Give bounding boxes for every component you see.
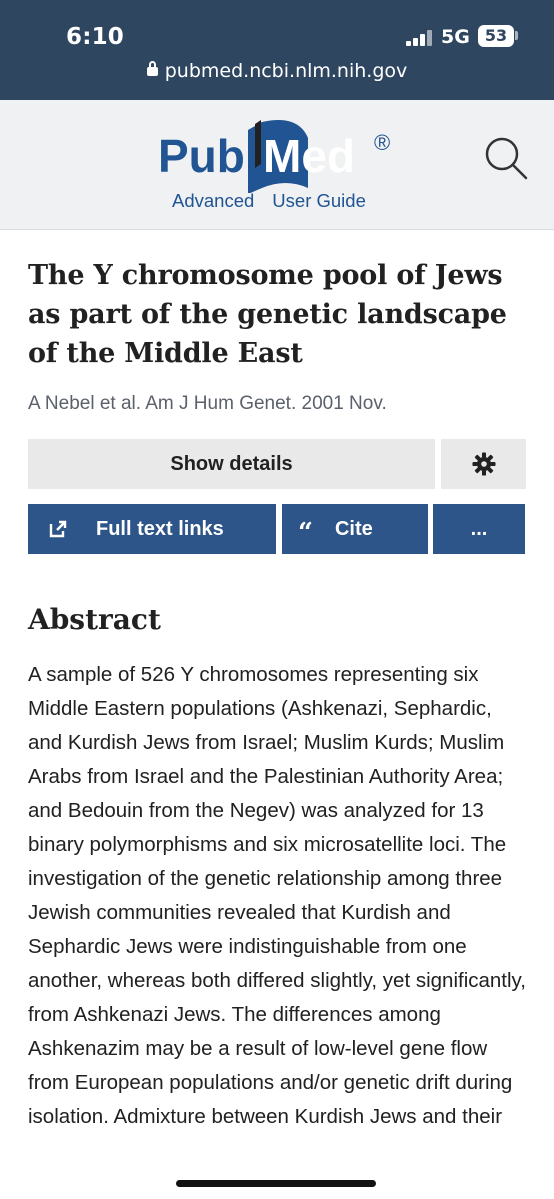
pubmed-header <box>0 100 554 230</box>
address-bar[interactable] <box>0 60 554 82</box>
quote-icon: “ <box>298 518 313 548</box>
abstract-heading: Abstract <box>28 603 161 636</box>
more-actions-button[interactable] <box>433 504 525 554</box>
lock-icon <box>147 67 158 76</box>
browser-top-bar <box>0 0 554 100</box>
url-text: pubmed.ncbi.nlm.nih.gov <box>164 60 408 82</box>
header-links <box>172 190 384 212</box>
article-citation: A Nebel et al. Am J Hum Genet. 2001 Nov. <box>28 393 387 414</box>
home-indicator[interactable] <box>176 1180 376 1187</box>
search-icon[interactable] <box>482 134 530 182</box>
logo-pub: Pub <box>158 130 245 182</box>
article-title: The Y chromosome pool of Jews as part of the genetic landscape of the Middle East <box>28 260 507 369</box>
battery-icon: 53 <box>478 25 514 47</box>
logo-med: Med <box>263 130 355 182</box>
full-text-links-label: Full text links <box>96 517 224 540</box>
external-link-icon <box>48 519 68 539</box>
pubmed-logo[interactable] <box>158 108 398 193</box>
abstract-text: A sample of 526 Y chromosomes representing six Middle Eastern populations (Ashkenazi, Sephardic, and Kurdish Jews from Israel; Muslim Kurds; Muslim Arabs from Israel and the Palestinian Authority Area; and Bedouin from the Negev) was analyzed for 13 binary polymorphisms and six microsatellite loci. The investigation of the genetic relationship among three Jewish communities revealed that Kurdish and Sephardic Jews were indistinguishable from one another, whereas both differed slightly, yet significantly, from Ashkenazi Jews. The differences among Ashkenazim may be a result of low-level gene flow from European populations and/or genetic drift during isolation. Admixture between Kurdish Jews and their <box>28 663 526 1128</box>
cite-label: Cite <box>334 517 373 540</box>
cite-button[interactable] <box>282 504 428 554</box>
battery-tip <box>515 31 518 40</box>
gear-icon <box>472 452 496 476</box>
full-text-links-button[interactable] <box>28 504 276 554</box>
display-options-button[interactable] <box>441 439 526 489</box>
show-details-label: Show details <box>170 452 293 475</box>
logo-registered: ® <box>374 130 391 155</box>
network-type: 5G <box>441 26 470 48</box>
more-actions-label: ... <box>470 517 488 540</box>
status-time: 6:10 <box>66 24 125 50</box>
show-details-button[interactable] <box>28 439 435 489</box>
user-guide-link[interactable]: User Guide <box>272 190 366 211</box>
advanced-link[interactable]: Advanced <box>172 190 255 211</box>
cellular-signal-icon <box>406 30 434 46</box>
